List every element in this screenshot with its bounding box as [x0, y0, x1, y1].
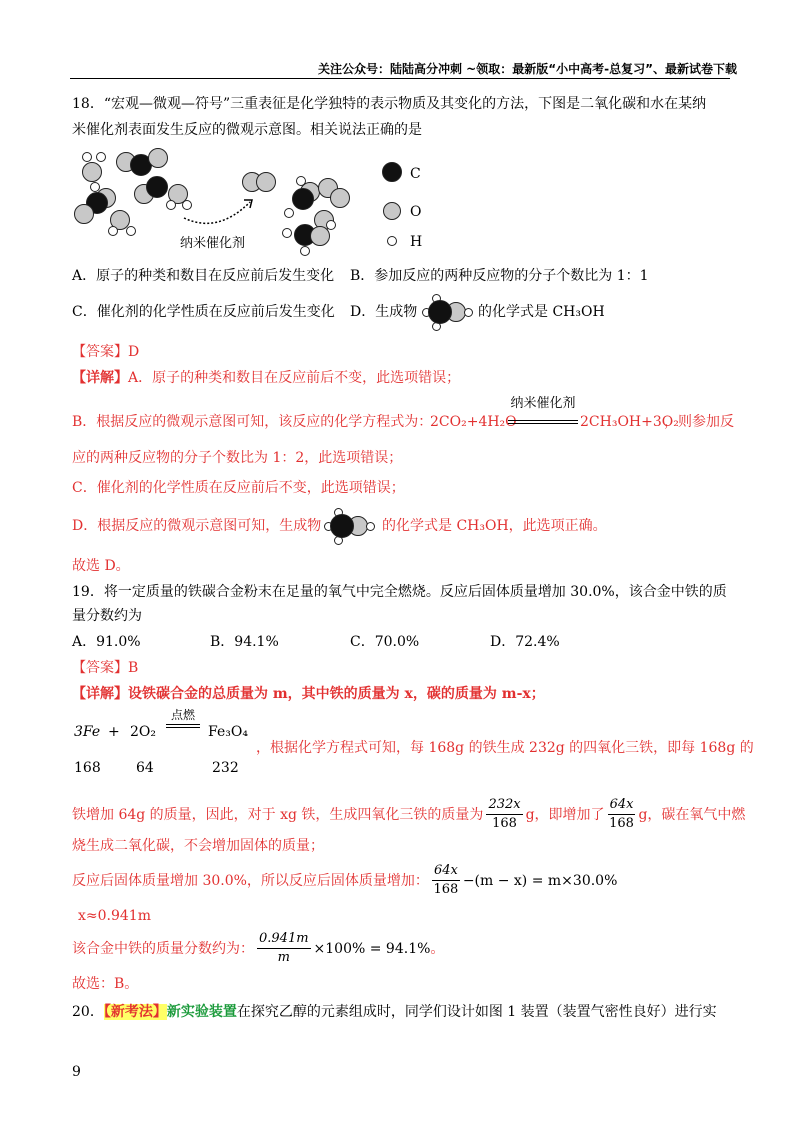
frac-den: 168	[609, 816, 634, 831]
q19-conclusion: 故选：B。	[72, 976, 139, 992]
h-atom	[326, 220, 336, 230]
q19-answer: 【答案】B	[72, 660, 139, 676]
q19-stem-line2: 量分数约为	[72, 608, 142, 624]
q19-detail-7-pre: 该合金中铁的质量分数约为：	[72, 940, 254, 957]
q19-detail-tag: 【详解】	[72, 686, 128, 702]
fraction-64x	[608, 796, 636, 833]
page-header: 关注公众号：陆陆高分冲刺 ~领取：最新版“小中高考-总复习”、最新试卷下载	[318, 62, 737, 76]
q18-option-d-pre: D．生成物	[350, 304, 418, 320]
methanol-molecule	[420, 294, 480, 330]
fraction-232x	[486, 796, 522, 833]
o-atom	[74, 204, 94, 224]
h-atom	[126, 226, 136, 236]
legend-o-label: O	[410, 204, 422, 220]
q18-detail-b-pre: B．根据反应的微观示意图可知，该反应的化学方程式为：	[72, 414, 433, 430]
h-atom	[284, 208, 294, 218]
header-rule	[70, 78, 730, 79]
q20-tag2: 新实验装置	[166, 1004, 237, 1020]
q19-detail-7-eq: ×100% = 94.1%	[313, 940, 431, 957]
reaction-diagram	[70, 148, 430, 258]
q19-detail-3-pre: 铁增加 64g 的质量，因此，对于 xg 铁，生成四氧化三铁的质量为	[72, 806, 484, 823]
q19-eq-plus: +	[108, 724, 120, 740]
h-atom	[82, 152, 92, 162]
h-atom	[366, 522, 375, 531]
q20-tag: 【新考法】	[103, 1004, 167, 1020]
fraction-64x-b	[432, 862, 460, 899]
reaction-arrow-icon	[178, 188, 258, 232]
q19-eq-arrow	[166, 708, 200, 728]
q19-detail-1: 设铁碳合金的总质量为 m，其中铁的质量为 x，碳的质量为 m-x；	[128, 686, 545, 702]
c-atom	[146, 176, 168, 198]
h-atom	[166, 200, 176, 210]
frac-num: 0.941m	[259, 931, 309, 946]
q18-option-a: A．原子的种类和数目在反应前后发生变化	[72, 268, 335, 284]
q19-detail-2: ，根据化学方程式可知，每 168g 的铁生成 232g 的四氧化三铁，即每 168g 的	[256, 740, 754, 756]
q18-eq-arrow	[508, 394, 578, 424]
legend-o-icon	[383, 202, 401, 220]
q18-eq-condition: 纳米催化剂	[510, 396, 576, 411]
q19-detail-6: x≈0.941m	[78, 908, 151, 924]
q19-detail-4: 烧生成二氧化碳，不会增加固体的质量；	[72, 838, 324, 854]
catalyst-label: 纳米催化剂	[180, 236, 246, 251]
q19-stem-line1: 19．将一定质量的铁碳合金粉末在足量的氧气中完全燃烧。反应后固体质量增加 30.0%，该合金中铁的质	[72, 584, 727, 600]
c-atom	[428, 300, 452, 324]
frac-den: 168	[492, 816, 517, 831]
q19-mass-o2: 64	[136, 760, 154, 776]
q19-option-b: B．94.1%	[210, 634, 279, 650]
q19-mass-product: 232	[212, 760, 239, 776]
frac-den: m	[277, 950, 290, 965]
frac-num: 64x	[433, 863, 458, 878]
q18-option-c: C．催化剂的化学性质在反应前后发生变化	[72, 304, 335, 320]
methanol-molecule-2	[322, 508, 382, 544]
q18-eq-left: 2CO₂+4H₂O	[430, 414, 517, 430]
fraction-0941m	[257, 930, 311, 967]
q18-detail-tag: 【详解】	[72, 370, 128, 386]
q19-detail-7-post: 。	[430, 940, 445, 957]
frac-den: 168	[433, 882, 459, 897]
o-atom	[330, 188, 350, 208]
q18-detail-d-post: 的化学式是 CH₃OH，此选项正确。	[382, 518, 607, 534]
q19-eq-product: Fe₃O₄	[208, 724, 248, 740]
c-atom	[292, 188, 314, 210]
q19-option-c: C．70.0%	[350, 634, 420, 650]
frac-num: 232x	[488, 797, 521, 812]
q19-detail-5-pre: 反应后固体质量增加 30.0%，所以反应后固体质量增加：	[72, 872, 429, 889]
q18-option-d-post: 的化学式是 CH₃OH	[478, 304, 605, 320]
h-atom	[464, 308, 473, 317]
o-atom	[148, 148, 168, 168]
legend-c-icon	[382, 162, 402, 182]
q18-detail-a: A．原子的种类和数目在反应前后不变，此选项错误；	[128, 370, 461, 386]
page-number: 9	[72, 1064, 81, 1080]
q19-option-d: D．72.4%	[490, 634, 560, 650]
h-atom	[282, 228, 292, 238]
h-atom	[96, 152, 106, 162]
q19-eq-fe: 3Fe	[74, 724, 101, 740]
q19-eq-condition: 点燃	[170, 708, 195, 722]
q19-detail-5-eq: −(m − x) = m×30.0%	[462, 872, 618, 889]
q18-answer: 【答案】D	[72, 344, 140, 360]
o-atom	[256, 172, 276, 192]
q18-eq-right: 2CH₃OH+3O₂	[580, 414, 679, 430]
frac-num: 64x	[609, 797, 634, 812]
q19-detail-3-mid: g，即增加了	[525, 806, 605, 823]
q18-detail-c: C．催化剂的化学性质在反应前后不变，此选项错误；	[72, 480, 405, 496]
c-atom	[330, 514, 354, 538]
h-atom	[108, 226, 118, 236]
q20-number: 20．	[72, 1004, 104, 1020]
q19-detail-3-post: g，碳在氧气中燃	[638, 806, 746, 823]
q18-conclusion: 故选 D。	[72, 558, 130, 574]
q19-option-a: A．91.0%	[72, 634, 141, 650]
legend-h-icon	[387, 236, 397, 246]
legend-c-label: C	[410, 166, 421, 182]
o-atom	[82, 162, 102, 182]
q19-mass-fe: 168	[74, 760, 101, 776]
legend-h-label: H	[410, 234, 423, 250]
q18-stem-line1: 18．“宏观—微观—符号”三重表征是化学独特的表示物质及其变化的方法，下图是二氧化碳和水在某纳	[72, 96, 707, 112]
q18-detail-d-pre: D．根据反应的微观示意图可知，生成物	[72, 518, 322, 534]
q18-stem-line2: 米催化剂表面发生反应的微观示意图。相关说法正确的是	[72, 122, 422, 138]
q18-option-b: B．参加反应的两种反应物的分子个数比为 1：1	[350, 268, 649, 284]
q18-detail-b-post: ，则参加反	[664, 414, 734, 430]
h-atom	[300, 246, 310, 256]
q18-detail-b2: 应的两种反应物的分子个数比为 1：2，此选项错误；	[72, 450, 403, 466]
q19-eq-o2: 2O₂	[130, 724, 156, 740]
q20-text: 在探究乙醇的元素组成时，同学们设计如图 1 装置（装置气密性良好）进行实	[236, 1004, 717, 1020]
